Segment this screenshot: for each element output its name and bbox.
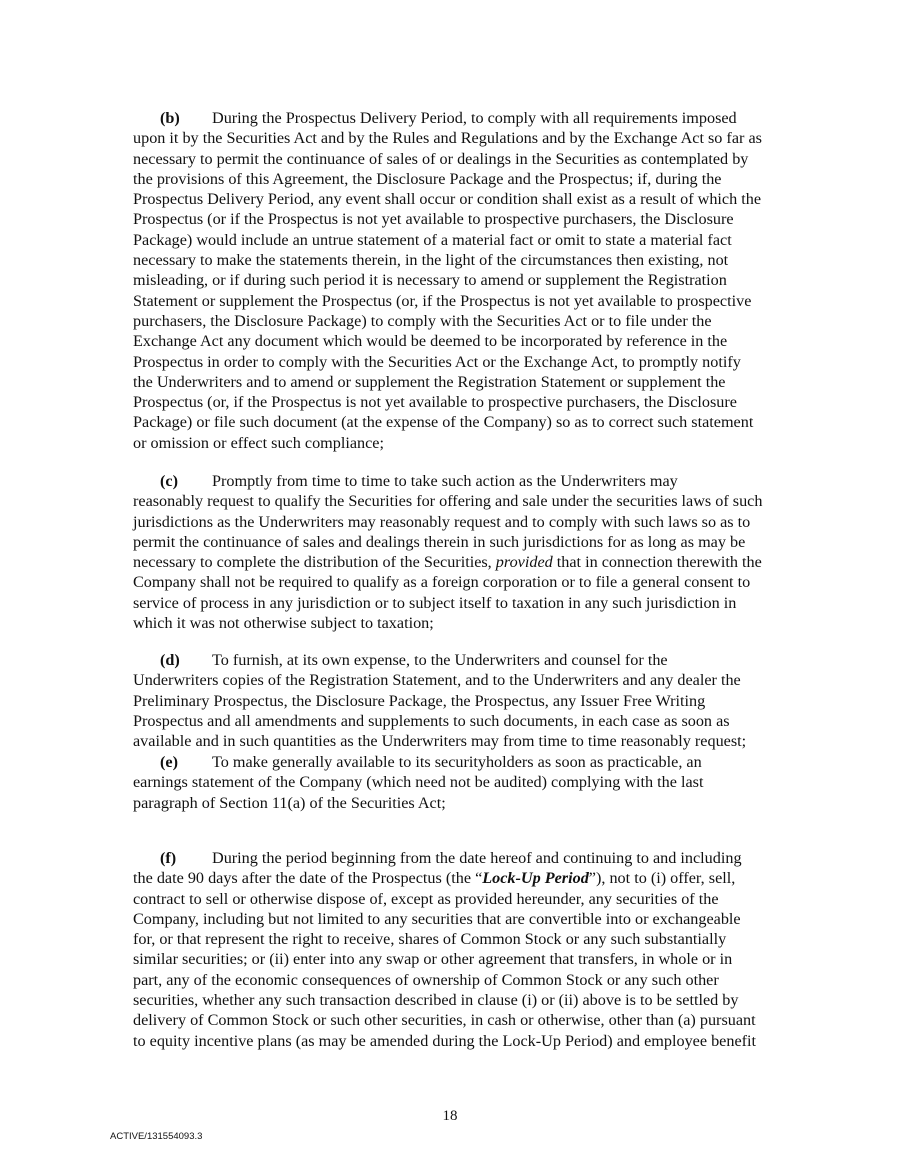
text-line: delivery of Common Stock or such other securities, in cash or otherwise, other than (a) pursuant [133,1011,756,1030]
text-line: similar securities; or (ii) enter into any swap or other agreement that transfers, in whole or in [133,950,733,969]
text-line: available and in such quantities as the Underwriters may from time to time reasonably request; [133,732,747,751]
text-line: contract to sell or otherwise dispose of, except as provided hereunder, any securities of the [133,889,719,908]
text-line: Prospectus Delivery Period, any event shall occur or condition shall exist as a result of which the [133,190,762,209]
paragraph-label: (f) [160,849,177,867]
text-line: earnings statement of the Company (which need not be audited) complying with the last [133,773,704,792]
text-line: Prospectus (or, if the Prospectus is not yet available to prospective purchasers, the Disclosure [133,393,737,412]
text-line: to equity incentive plans (as may be amended during the Lock-Up Period) and employee benefit [133,1031,757,1050]
text-line: permit the continuance of sales and dealings therein in such jurisdictions for as long as may be [133,532,746,551]
text-line: Package) or file such document (at the expense of the Company) so as to correct such statement [133,413,754,432]
paragraph-d [133,650,803,751]
text-line: Underwriters copies of the Registration Statement, and to the Underwriters and any dealer the [133,671,741,690]
text-line: Package) would include an untrue statement of a material fact or omit to state a material fact [133,230,732,249]
paragraph-b [133,108,803,453]
text-line: service of process in any jurisdiction or to subject itself to taxation in any such jurisdiction in [133,593,737,612]
text-line: upon it by the Securities Act and by the Rules and Regulations and by the Exchange Act so far as [133,129,762,148]
text-line: misleading, or if during such period it is necessary to amend or supplement the Registration [133,271,727,290]
text-line: or omission or effect such compliance; [133,433,384,452]
text-line: which it was not otherwise subject to taxation; [133,614,434,633]
text-line: paragraph of Section 11(a) of the Securities Act; [133,793,446,812]
paragraph-c [133,471,803,633]
text-line: (e) To make generally available to its securityholders as soon as practicable, an [160,753,702,771]
text-line: Preliminary Prospectus, the Disclosure Package, the Prospectus, any Issuer Free Writing [133,691,706,710]
text-line: part, any of the economic consequences of ownership of Common Stock or any such other [133,970,719,989]
text-line: Prospectus (or if the Prospectus is not yet available to prospective purchasers, the Disclosure [133,210,734,229]
text-line: Prospectus in order to comply with the Securities Act or the Exchange Act, to promptly notify [133,352,741,371]
text-line: necessary to permit the continuance of sales of or dealings in the Securities as contemplated by [133,149,749,168]
text-line: purchasers, the Disclosure Package) to comply with the Securities Act or to file under the [133,311,712,330]
paragraph-f [133,848,803,1051]
text-line: (b) During the Prospectus Delivery Period, to comply with all requirements imposed [160,109,737,127]
text-line: Company, including but not limited to any securities that are convertible into or exchangeable [133,909,741,928]
text-line: for, or that represent the right to receive, shares of Common Stock or any such substantially [133,930,727,949]
text-line: Prospectus and all amendments and supplements to such documents, in each case as soon as [133,711,730,730]
text-line: the provisions of this Agreement, the Disclosure Package and the Prospectus; if, during the [133,169,722,188]
text-line: Exchange Act any document which would be deemed to be incorporated by reference in the [133,332,728,351]
page-number: 18 [442,1108,458,1124]
paragraph-label: (b) [160,109,180,127]
text-line: necessary to make the statements therein, in the light of the circumstances then existing, not [133,251,729,270]
text-line: jurisdictions as the Underwriters may reasonably request and to comply with such laws so as to [133,512,751,531]
paragraph-label: (d) [160,651,180,669]
text-line: Statement or supplement the Prospectus (or, if the Prospectus is not yet available to prospective [133,291,752,310]
text-line: (c) Promptly from time to time to take such action as the Underwriters may [160,472,678,490]
paragraph-e [133,752,803,813]
text-line: reasonably request to qualify the Securities for offering and sale under the securities laws of such [133,492,763,511]
document-id-footer: ACTIVE/131554093.3 [110,1131,203,1142]
text-line: Company shall not be required to qualify as a foreign corporation or to file a general consent to [133,573,751,592]
text-line: (d) To furnish, at its own expense, to the Underwriters and counsel for the [160,651,668,669]
text-line: (f) During the period beginning from the date hereof and continuing to and including [160,849,742,867]
paragraph-label: (c) [160,472,178,490]
text-line: the date 90 days after the date of the Prospectus (the “Lock-Up Period”), not to (i) offer, sell, [133,869,736,888]
paragraph-label: (e) [160,753,178,771]
text-line: the Underwriters and to amend or supplement the Registration Statement or supplement the [133,372,726,391]
text-line: securities, whether any such transaction described in clause (i) or (ii) above is to be settled by [133,991,739,1010]
text-line: necessary to complete the distribution of the Securities, provided that in connection therewith the [133,553,762,572]
